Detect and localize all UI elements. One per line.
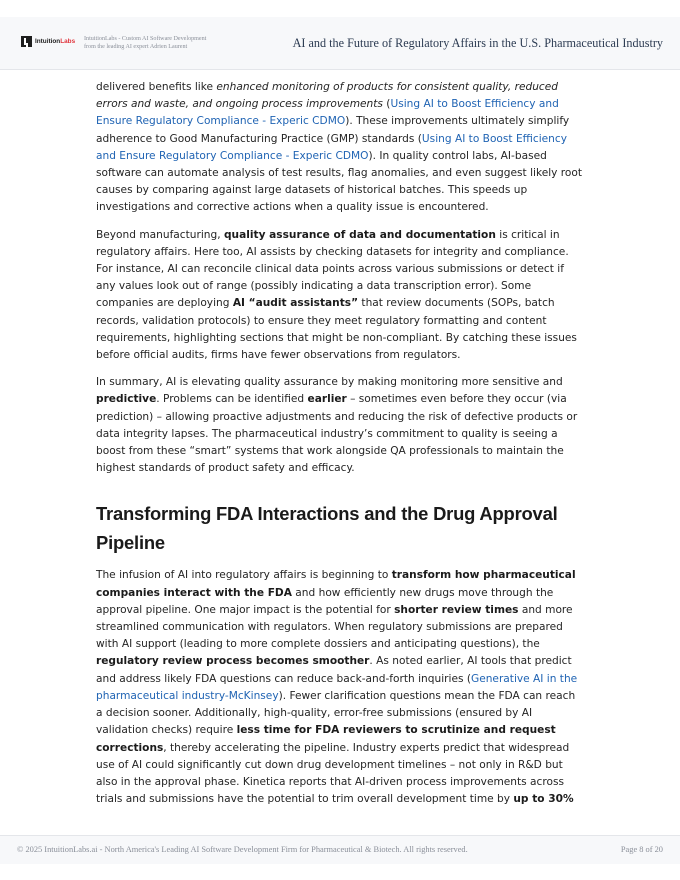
text-run: that review documents (SOPs, batch records, validation protocols) to ensure they meet regulatory formatting and content requirements, highlighting sections that might be non-compliant. By catching these issues before official audits, firms have fewer observations from regulators. — [96, 297, 577, 362]
text-run: delivered benefits like — [96, 81, 217, 93]
text-run: . As noted earlier, AI tools that predict and address likely FDA questions can reduce back-and-forth inquiries ( — [96, 655, 572, 685]
text-run: ). These improvements ultimately simplify adherence to Good Manufacturing Practice (GMP) standards ( — [96, 115, 570, 145]
bold-text: less time for FDA reviewers to scrutinize and request corrections — [96, 724, 556, 754]
text-run: The infusion of AI into regulatory affairs is beginning to — [96, 569, 392, 582]
link-experic-cdmo[interactable]: Using AI to Boost Efficiency and Ensure Regulatory Compliance - Experic CDMO — [96, 98, 559, 128]
bold-text: AI “audit assistants” — [232, 297, 359, 310]
page-header — [0, 17, 680, 70]
text-run: ). In quality control labs, AI-based software can automate analysis of test results, flag anomalies, and even suggest likely root causes by comparing against large datasets of historical batches. This speeds up investigations and corrective actions when a quality issue is encountered. — [96, 149, 583, 214]
footer-copyright: © 2025 IntuitionLabs.ai - North America's Leading AI Software Development Firm for Pharmaceutical & Biotech. All rights reserved. — [17, 845, 468, 854]
page-content — [96, 79, 584, 818]
emphasis-text: enhanced monitoring of products for consistent quality, reduced errors and waste, and ongoing process improvements — [96, 81, 558, 111]
paragraph-data-quality — [96, 227, 584, 365]
text-run: Beyond manufacturing, — [96, 228, 224, 241]
paragraph-gmp — [96, 79, 584, 217]
paragraph-summary — [96, 374, 584, 477]
section-heading: Transforming FDA Interactions and the Drug Approval Pipeline — [96, 503, 558, 554]
page-footer — [0, 835, 680, 864]
text-run: In summary, AI is elevating quality assurance by making monitoring more sensitive and — [96, 376, 563, 389]
bold-text: earlier — [307, 393, 347, 406]
bold-text: predictive — [96, 393, 157, 406]
logo-main: Intuition — [35, 38, 61, 45]
tagline-line-1: IntuitionLabs - Custom AI Software Development — [84, 36, 207, 42]
logo[interactable] — [35, 36, 75, 47]
text-run: . Problems can be identified — [156, 393, 308, 406]
bold-text: transform how pharmaceutical companies interact with the FDA — [96, 569, 576, 599]
tagline-line-2: from the leading AI expert Adrien Laurent — [84, 44, 188, 50]
link-mckinsey[interactable]: Generative AI in the pharmaceutical industry-McKinsey — [96, 672, 578, 702]
paragraph-fda — [96, 567, 584, 808]
logo-accent: Labs — [60, 38, 76, 45]
link-experic-cdmo-2[interactable]: Using AI to Boost Efficiency and Ensure Regulatory Compliance - Experic CDMO — [96, 132, 567, 162]
document-title: AI and the Future of Regulatory Affairs in the U.S. Pharmaceutical Industry — [292, 36, 663, 50]
header-tagline — [84, 35, 234, 51]
text-run: ( — [382, 98, 391, 111]
bold-text: quality assurance of data and documentation — [223, 228, 496, 241]
bold-text: regulatory review process becomes smoother — [96, 655, 370, 668]
text-run: is critical in regulatory affairs. Here too, AI assists by checking datasets for integrity and compliance. For instance, AI can reconcile clinical data points across various submissions or detect if any values look out of range (possibly indicating a data transcription error). Some companies are deploying — [96, 228, 569, 310]
page-number: Page 8 of 20 — [620, 845, 663, 854]
text-run: , thereby accelerating the pipeline. Industry experts predict that widespread use of AI could significantly cut down drug development timelines – not only in R&D but also in the approval phase. Kinetica reports that AI-driven process improvements across trials and submissions have the potential to trim overall development time by — [96, 741, 570, 806]
text-run: and how efficiently new drugs move through the approval pipeline. One major impact is the potential for — [96, 586, 554, 616]
text-run: – sometimes even before they occur (via prediction) – allowing proactive adjustments and reducing the risk of defective products or data integrity lapses. The pharmaceutical industry’s commitment to quality is seeing a boost from these “smart” systems that work alongside QA professionals to maintain the highest standards of product safety and efficacy. — [96, 393, 578, 475]
logo-icon — [21, 36, 32, 47]
text-run: ). Fewer clarification questions mean the FDA can reach a decision sooner. Additionally, high-quality, error-free submissions (ensured by AI validation checks) require — [96, 689, 576, 737]
bold-text: up to 30% — [513, 793, 574, 806]
bold-text: shorter review times — [394, 603, 519, 616]
text-run: and more streamlined communication with regulators. When regulatory submissions are prepared with AI support (leading to more complete dossiers and anticipating questions), the — [96, 603, 573, 651]
